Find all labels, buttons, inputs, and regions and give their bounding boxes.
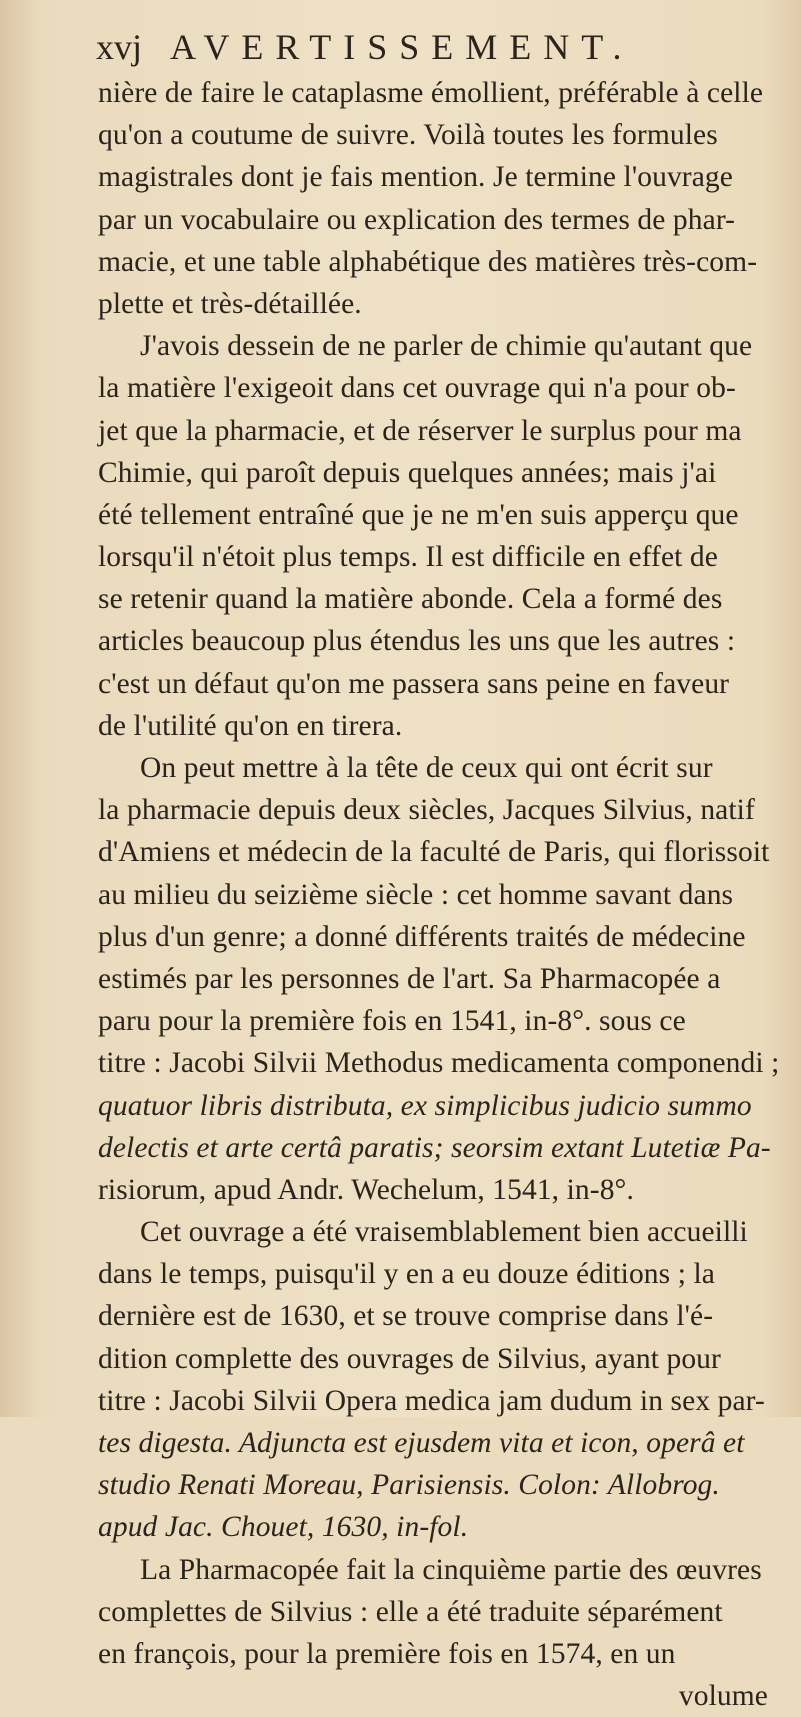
text-line: J'avois dessein de ne parler de chimie qu'autant que <box>140 330 753 363</box>
text-line: articles beaucoup plus étendus les uns que les autres : <box>98 625 736 658</box>
text-line: quatuor libris distributa, ex simplicibus judicio summo <box>98 1089 752 1122</box>
text-line: au milieu du seizième siècle : cet homme savant dans <box>98 878 734 911</box>
text-line: estimés par les personnes de l'art. Sa Pharmacopée a <box>98 962 721 995</box>
text-line: lorsqu'il n'étoit plus temps. Il est difficile en effet de <box>98 541 718 574</box>
text-line: été tellement entraîné que je ne m'en suis apperçu que <box>98 498 739 531</box>
text-line: La Pharmacopée fait la cinquième partie des œuvres <box>140 1553 762 1586</box>
text-line: dans le temps, puisqu'il y en a eu douze éditions ; la <box>98 1258 715 1291</box>
text-line: On peut mettre à la tête de ceux qui ont écrit sur <box>140 752 713 784</box>
text-line: en françois, pour la première fois en 1574, en un <box>98 1637 676 1670</box>
text-line: par un vocabulaire ou explication des termes de phar- <box>98 203 736 236</box>
running-title: AVERTISSEMENT. <box>170 27 634 67</box>
text-line: la pharmacie depuis deux siècles, Jacques Silvius, natif <box>98 794 755 827</box>
text-line: c'est un défaut qu'on me passera sans peine en faveur <box>98 667 730 700</box>
text-line: delectis et arte certâ paratis; seorsim extant Lutetiæ Pa- <box>98 1131 771 1164</box>
text-line: Chimie, qui paroît depuis quelques années; mais j'ai <box>98 456 717 489</box>
text-line: nière de faire le cataplasme émollient, préférable à celle <box>98 77 764 109</box>
running-head <box>96 26 716 70</box>
text-line: magistrales dont je fais mention. Je termine l'ouvrage <box>98 161 733 194</box>
text-line: de l'utilité qu'on en tirera. <box>98 709 403 742</box>
text-line: Cet ouvrage a été vraisemblablement bien accueilli <box>140 1216 748 1249</box>
text-line: dition complette des ouvrages de Silvius, ayant pour <box>98 1342 721 1375</box>
text-line: titre : Jacobi Silvii Methodus medicamenta componendi ; <box>98 1047 780 1080</box>
text-line: complettes de Silvius : elle a été traduite séparément <box>98 1595 723 1628</box>
text-line: macie, et une table alphabétique des matières très-com- <box>98 245 758 278</box>
text-line: risiorum, apud Andr. Wechelum, 1541, in-8°. <box>98 1173 634 1206</box>
text-line: volume <box>678 1680 768 1713</box>
page-number: xvj <box>96 27 143 67</box>
text-line: dernière est de 1630, et se trouve comprise dans l'é- <box>98 1300 714 1333</box>
text-line: tes digesta. Adjuncta est ejusdem vita et icon, operâ et <box>98 1427 745 1459</box>
text-line: apud Jac. Chouet, 1630, in-fol. <box>98 1511 469 1544</box>
text-line: qu'on a coutume de suivre. Voilà toutes les formules <box>98 119 718 152</box>
text-line: se retenir quand la matière abonde. Cela a formé des <box>98 583 723 616</box>
text-line: plette et très-détaillée. <box>98 287 362 320</box>
text-line: d'Amiens et médecin de la faculté de Paris, qui florissoit <box>98 836 770 869</box>
text-line: studio Renati Moreau, Parisiensis. Colon: Allobrog. <box>98 1469 720 1502</box>
text-line: titre : Jacobi Silvii Opera medica jam dudum in sex par- <box>98 1384 765 1417</box>
body-text <box>98 72 788 1717</box>
text-line: paru pour la première fois en 1541, in-8°. sous ce <box>98 1005 686 1038</box>
text-line: jet que la pharmacie, et de réserver le surplus pour ma <box>98 414 742 447</box>
text-line: la matière l'exigeoit dans cet ouvrage qui n'a pour ob- <box>98 372 736 405</box>
text-line: plus d'un genre; a donné différents traités de médecine <box>98 920 746 953</box>
